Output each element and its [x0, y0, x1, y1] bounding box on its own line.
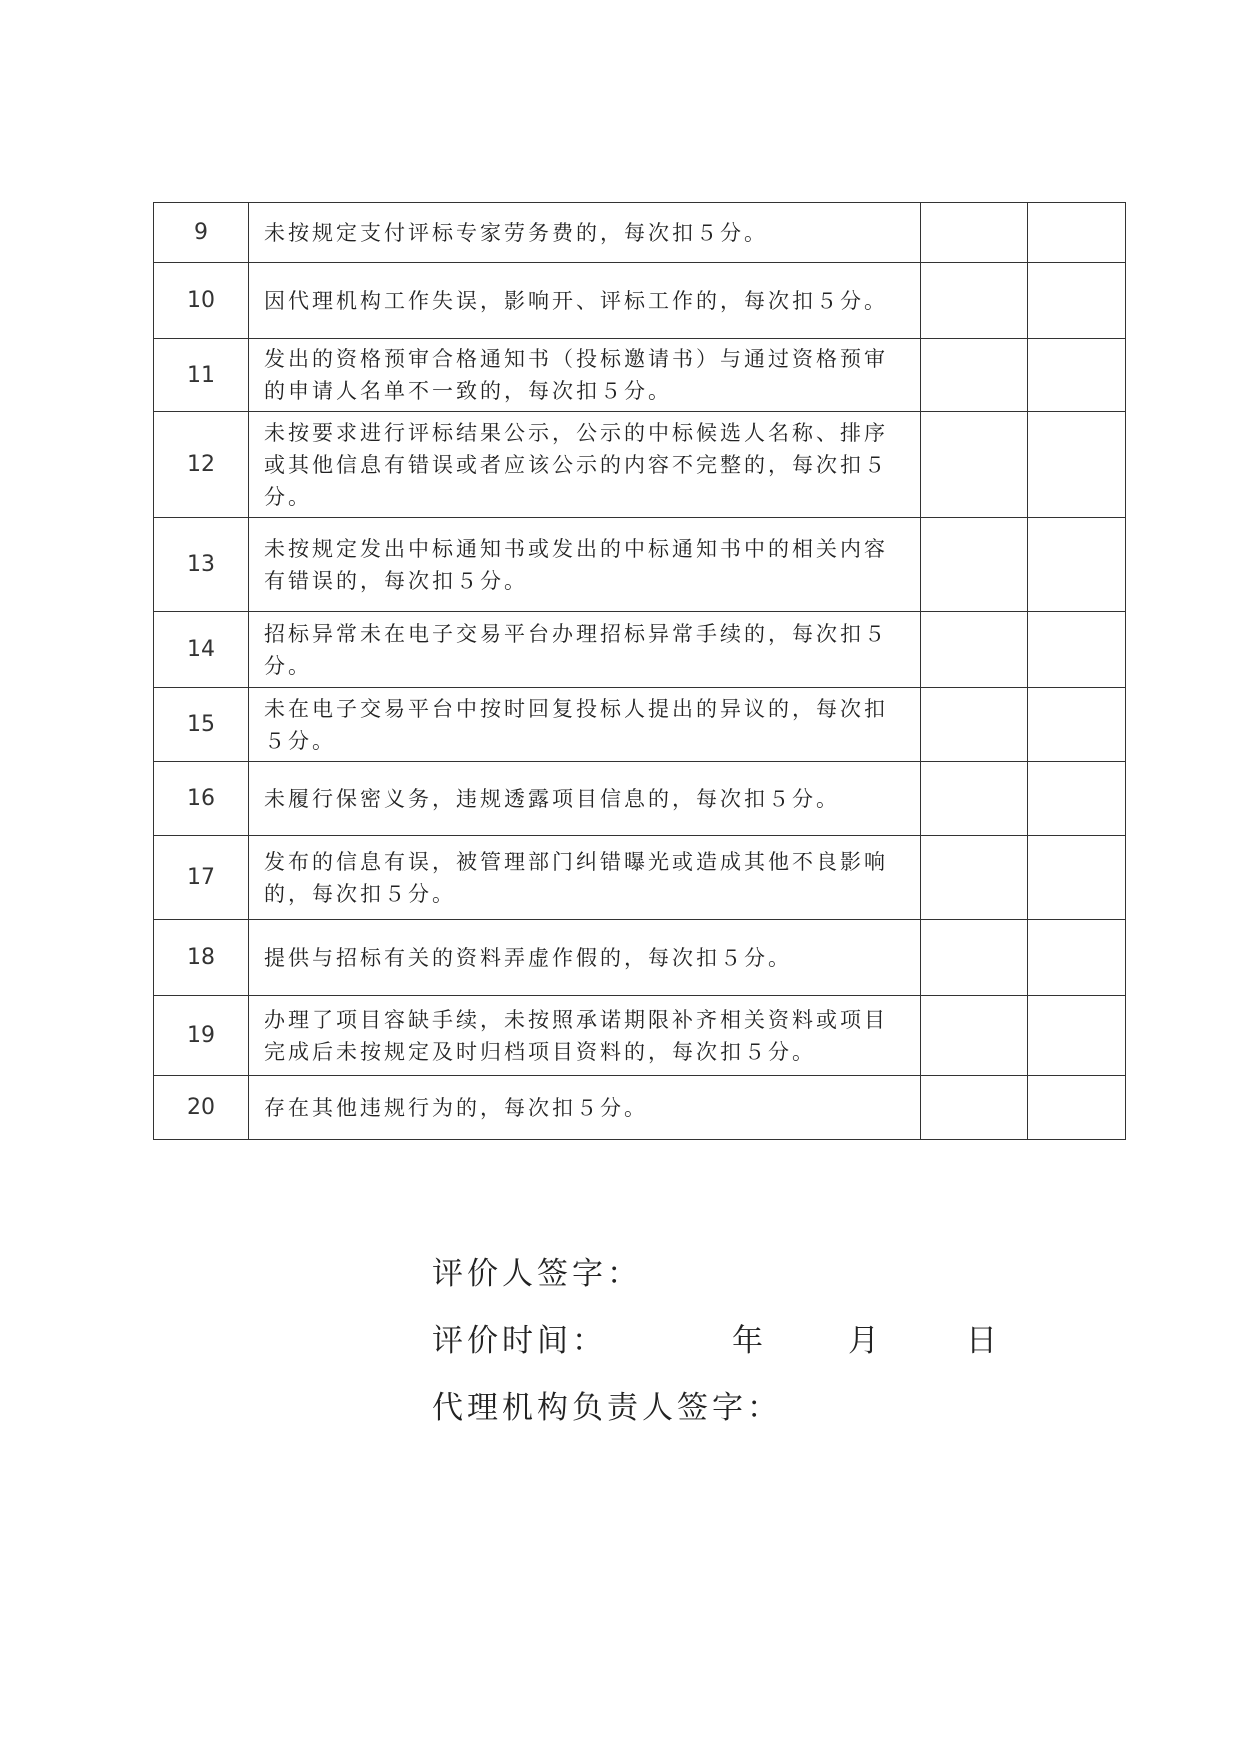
- table-row: [154, 203, 1126, 263]
- row-number: 20: [154, 1076, 249, 1140]
- remark-cell[interactable]: [1028, 612, 1126, 688]
- row-number: 18: [154, 920, 249, 996]
- remark-cell[interactable]: [1028, 762, 1126, 836]
- table-row: [154, 996, 1126, 1076]
- score-cell[interactable]: [921, 263, 1028, 339]
- table-row: [154, 612, 1126, 688]
- table-row: [154, 836, 1126, 920]
- year-label: 年: [732, 1323, 763, 1359]
- row-number: 19: [154, 996, 249, 1076]
- row-number: 9: [154, 203, 249, 263]
- score-cell[interactable]: [921, 612, 1028, 688]
- score-cell[interactable]: [921, 688, 1028, 762]
- row-description: 未按规定支付评标专家劳务费的，每次扣５分。: [249, 203, 921, 263]
- evaluation-table: [153, 202, 1126, 1140]
- table-row: [154, 1076, 1126, 1140]
- score-cell[interactable]: [921, 996, 1028, 1076]
- remark-cell[interactable]: [1028, 263, 1126, 339]
- remark-cell[interactable]: [1028, 688, 1126, 762]
- table-row: [154, 339, 1126, 412]
- table-row: [154, 762, 1126, 836]
- score-cell[interactable]: [921, 339, 1028, 412]
- evaluation-time-label: 评价时间：: [432, 1323, 607, 1359]
- score-cell[interactable]: [921, 412, 1028, 518]
- table-row: [154, 412, 1126, 518]
- table-row: [154, 518, 1126, 612]
- score-cell[interactable]: [921, 1076, 1028, 1140]
- evaluator-signature-label: 评价人签字：: [432, 1256, 642, 1292]
- score-cell[interactable]: [921, 518, 1028, 612]
- score-cell[interactable]: [921, 762, 1028, 836]
- remark-cell[interactable]: [1028, 339, 1126, 412]
- row-number: 14: [154, 612, 249, 688]
- evaluation-table-body: [154, 203, 1126, 1140]
- row-number: 12: [154, 412, 249, 518]
- score-cell[interactable]: [921, 203, 1028, 263]
- table-row: [154, 263, 1126, 339]
- row-description: 未履行保密义务，违规透露项目信息的，每次扣５分。: [249, 762, 921, 836]
- table-row: [154, 920, 1126, 996]
- table-row: [154, 688, 1126, 762]
- agency-head-signature-label: 代理机构负责人签字：: [432, 1390, 782, 1426]
- month-label: 月: [848, 1323, 879, 1359]
- remark-cell[interactable]: [1028, 1076, 1126, 1140]
- score-cell[interactable]: [921, 920, 1028, 996]
- row-number: 15: [154, 688, 249, 762]
- row-number: 16: [154, 762, 249, 836]
- remark-cell[interactable]: [1028, 836, 1126, 920]
- row-description: 存在其他违规行为的，每次扣５分。: [249, 1076, 921, 1140]
- row-description: 发布的信息有误，被管理部门纠错曝光或造成其他不良影响的，每次扣５分。: [249, 836, 921, 920]
- row-number: 17: [154, 836, 249, 920]
- row-description: 因代理机构工作失误，影响开、评标工作的，每次扣５分。: [249, 263, 921, 339]
- row-description: 招标异常未在电子交易平台办理招标异常手续的，每次扣５分。: [249, 612, 921, 688]
- score-cell[interactable]: [921, 836, 1028, 920]
- remark-cell[interactable]: [1028, 203, 1126, 263]
- row-description: 提供与招标有关的资料弄虚作假的，每次扣５分。: [249, 920, 921, 996]
- remark-cell[interactable]: [1028, 412, 1126, 518]
- row-description: 未按规定发出中标通知书或发出的中标通知书中的相关内容有错误的，每次扣５分。: [249, 518, 921, 612]
- row-number: 13: [154, 518, 249, 612]
- remark-cell[interactable]: [1028, 518, 1126, 612]
- row-description: 未按要求进行评标结果公示，公示的中标候选人名称、排序或其他信息有错误或者应该公示的内容不完整的，每次扣５分。: [249, 412, 921, 518]
- row-description: 未在电子交易平台中按时回复投标人提出的异议的，每次扣５分。: [249, 688, 921, 762]
- row-description: 发出的资格预审合格通知书（投标邀请书）与通过资格预审的申请人名单不一致的，每次扣５分。: [249, 339, 921, 412]
- remark-cell[interactable]: [1028, 920, 1126, 996]
- row-description: 办理了项目容缺手续，未按照承诺期限补齐相关资料或项目完成后未按规定及时归档项目资料的，每次扣５分。: [249, 996, 921, 1076]
- row-number: 10: [154, 263, 249, 339]
- day-label: 日: [966, 1323, 997, 1359]
- remark-cell[interactable]: [1028, 996, 1126, 1076]
- row-number: 11: [154, 339, 249, 412]
